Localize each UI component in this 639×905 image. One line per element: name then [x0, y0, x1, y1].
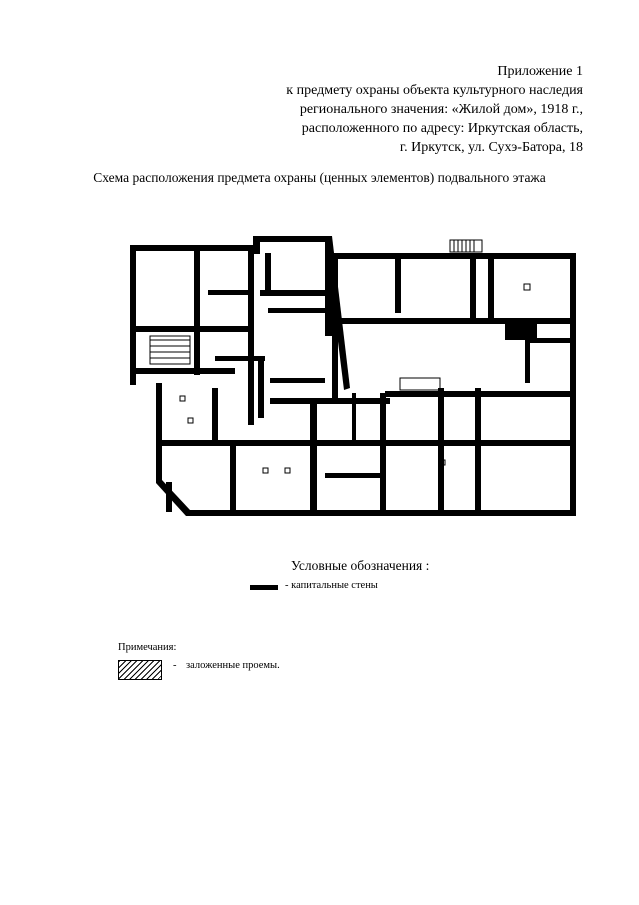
wall-east-5 [525, 338, 530, 383]
wall-south-9 [325, 473, 380, 478]
notes-title: Примечания: [118, 642, 177, 653]
wall-south-4 [380, 393, 386, 513]
wall-central-2 [268, 308, 328, 313]
wall-south-7 [352, 393, 356, 443]
basement-floor-plan [120, 228, 580, 538]
legend-swatch-capital-walls [250, 585, 278, 590]
wall-east-3 [488, 258, 494, 318]
wall-south-6 [475, 388, 481, 513]
wall-central-3 [270, 378, 325, 383]
wall-south-1 [230, 440, 570, 446]
legend-item-capital-walls [250, 580, 450, 594]
wall-tower-top [260, 236, 328, 242]
legend-title: Условные обозначения : [291, 558, 430, 573]
wall-east-block [505, 318, 537, 340]
heading-line-2: к предмету охраны объекта культурного наследия [286, 83, 583, 98]
wall-west-5 [215, 356, 265, 361]
wall-west-1 [130, 326, 250, 332]
wall-outer-east [570, 253, 576, 515]
wall-outer-west-lower [156, 383, 162, 483]
wall-outer-top-east [330, 253, 576, 259]
wall-south-2 [230, 440, 236, 515]
wall-central-7 [265, 253, 271, 293]
wall-south-5 [438, 388, 444, 513]
stair-central [400, 378, 440, 390]
wall-west-7 [212, 388, 218, 443]
wall-central-4 [270, 398, 390, 404]
heading-line-4: расположенного по адресу: Иркутская область, [301, 121, 583, 136]
heading-line-3: регионального значения: «Жилой дом», 1918 г., [299, 102, 583, 117]
wall-west-4 [208, 290, 253, 295]
wall-outer-west [130, 245, 136, 385]
wall-south-8 [385, 391, 575, 397]
wall-outer-top-west [130, 245, 253, 251]
wall-east-1 [395, 253, 401, 313]
wall-east-2 [470, 258, 476, 318]
heading-line-5: г. Иркутск, ул. Сухэ-Батора, 18 [399, 140, 583, 155]
wall-chamfer-south-west [156, 480, 190, 516]
wall-west-3 [194, 245, 200, 375]
wall-west-2 [130, 368, 235, 374]
legend-label-capital-walls: - капитальные стены [285, 580, 378, 591]
wall-west-6 [248, 245, 254, 425]
wall-west-10 [258, 358, 264, 418]
heading-line-1: Приложение 1 [497, 64, 583, 79]
note-item-bricked-openings [118, 660, 378, 682]
note-swatch-hatched [118, 660, 162, 680]
note-label-bricked-openings: заложенные проемы. [186, 660, 280, 671]
appendix-heading [223, 62, 583, 157]
wall-tower-west [253, 236, 260, 254]
scheme-title: Схема расположения предмета охраны (ценных элементов) подвального этажа [93, 170, 546, 185]
wall-south-3 [310, 398, 317, 513]
note-dash: - [173, 660, 177, 671]
